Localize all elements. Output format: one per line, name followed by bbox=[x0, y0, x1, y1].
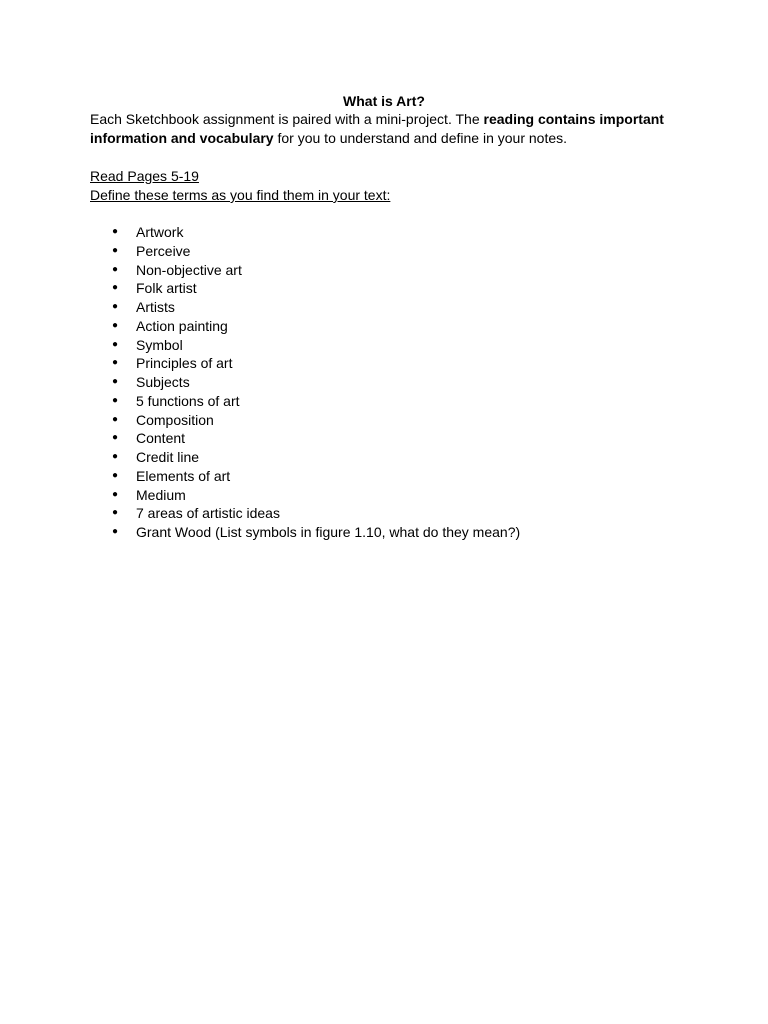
reading-assignment: Read Pages 5-19 bbox=[90, 168, 199, 184]
term-label: Subjects bbox=[136, 374, 190, 390]
intro-paragraph bbox=[90, 110, 690, 148]
bullet-icon: ● bbox=[112, 469, 119, 481]
bullet-icon: ● bbox=[112, 376, 119, 387]
intro-text-end: for you to understand and define in your notes. bbox=[273, 130, 568, 146]
bullet-icon: ● bbox=[112, 357, 119, 369]
bullet-icon: ● bbox=[112, 319, 119, 331]
list-item bbox=[110, 223, 520, 242]
list-item bbox=[110, 298, 520, 317]
reading-section bbox=[90, 167, 690, 205]
list-item bbox=[110, 486, 520, 505]
list-item bbox=[110, 467, 520, 486]
bullet-icon: ● bbox=[112, 507, 119, 519]
bullet-icon: ● bbox=[112, 432, 119, 444]
term-label: Credit line bbox=[136, 449, 200, 465]
bullet-icon: ● bbox=[112, 394, 119, 406]
bullet-icon: ● bbox=[112, 244, 119, 256]
term-label: Folk artist bbox=[136, 280, 197, 297]
list-item bbox=[110, 336, 520, 355]
list-item bbox=[110, 523, 520, 542]
bullet-icon: ● bbox=[112, 451, 119, 462]
list-item bbox=[110, 411, 520, 430]
bullet-icon: ● bbox=[112, 282, 119, 294]
list-item bbox=[110, 429, 520, 448]
term-label: 5 functions of art bbox=[136, 392, 240, 409]
intro-bold-text: reading contains important information and vocabulary bbox=[90, 111, 664, 146]
bullet-icon: ● bbox=[112, 488, 119, 500]
term-label: Elements of art bbox=[136, 467, 231, 484]
term-label: Content bbox=[136, 430, 186, 447]
bullet-icon: ● bbox=[112, 263, 119, 275]
bullet-icon: ● bbox=[112, 413, 119, 425]
bullet-icon: ● bbox=[112, 526, 119, 537]
term-label: Perceive bbox=[136, 242, 191, 259]
term-label: Medium bbox=[136, 486, 186, 503]
list-item bbox=[110, 242, 520, 261]
term-label: Non-objective art bbox=[136, 261, 242, 278]
term-label: Grant Wood (List symbols in figure 1.10, what do they mean?) bbox=[136, 524, 521, 540]
terms-list bbox=[110, 223, 520, 542]
term-label: Composition bbox=[136, 411, 214, 428]
term-label: Symbol bbox=[136, 336, 183, 353]
term-label: Artists bbox=[136, 299, 175, 315]
bullet-icon: ● bbox=[112, 226, 119, 237]
list-item bbox=[110, 261, 520, 280]
bullet-icon: ● bbox=[112, 301, 119, 312]
list-item bbox=[110, 448, 520, 467]
list-item bbox=[110, 317, 520, 336]
instructions-text: Define these terms as you find them in your text: bbox=[90, 187, 391, 203]
list-item bbox=[110, 373, 520, 392]
page-title: What is Art? bbox=[343, 93, 425, 109]
term-label: 7 areas of artistic ideas bbox=[136, 505, 280, 522]
term-label: Artwork bbox=[136, 224, 184, 240]
bullet-icon: ● bbox=[112, 338, 119, 350]
list-item bbox=[110, 354, 520, 373]
intro-text-start: Each Sketchbook assignment is paired with a mini-project. The bbox=[90, 111, 484, 127]
term-label: Action painting bbox=[136, 317, 228, 334]
list-item bbox=[110, 392, 520, 411]
list-item bbox=[110, 504, 520, 523]
list-item bbox=[110, 279, 520, 298]
term-label: Principles of art bbox=[136, 355, 233, 372]
